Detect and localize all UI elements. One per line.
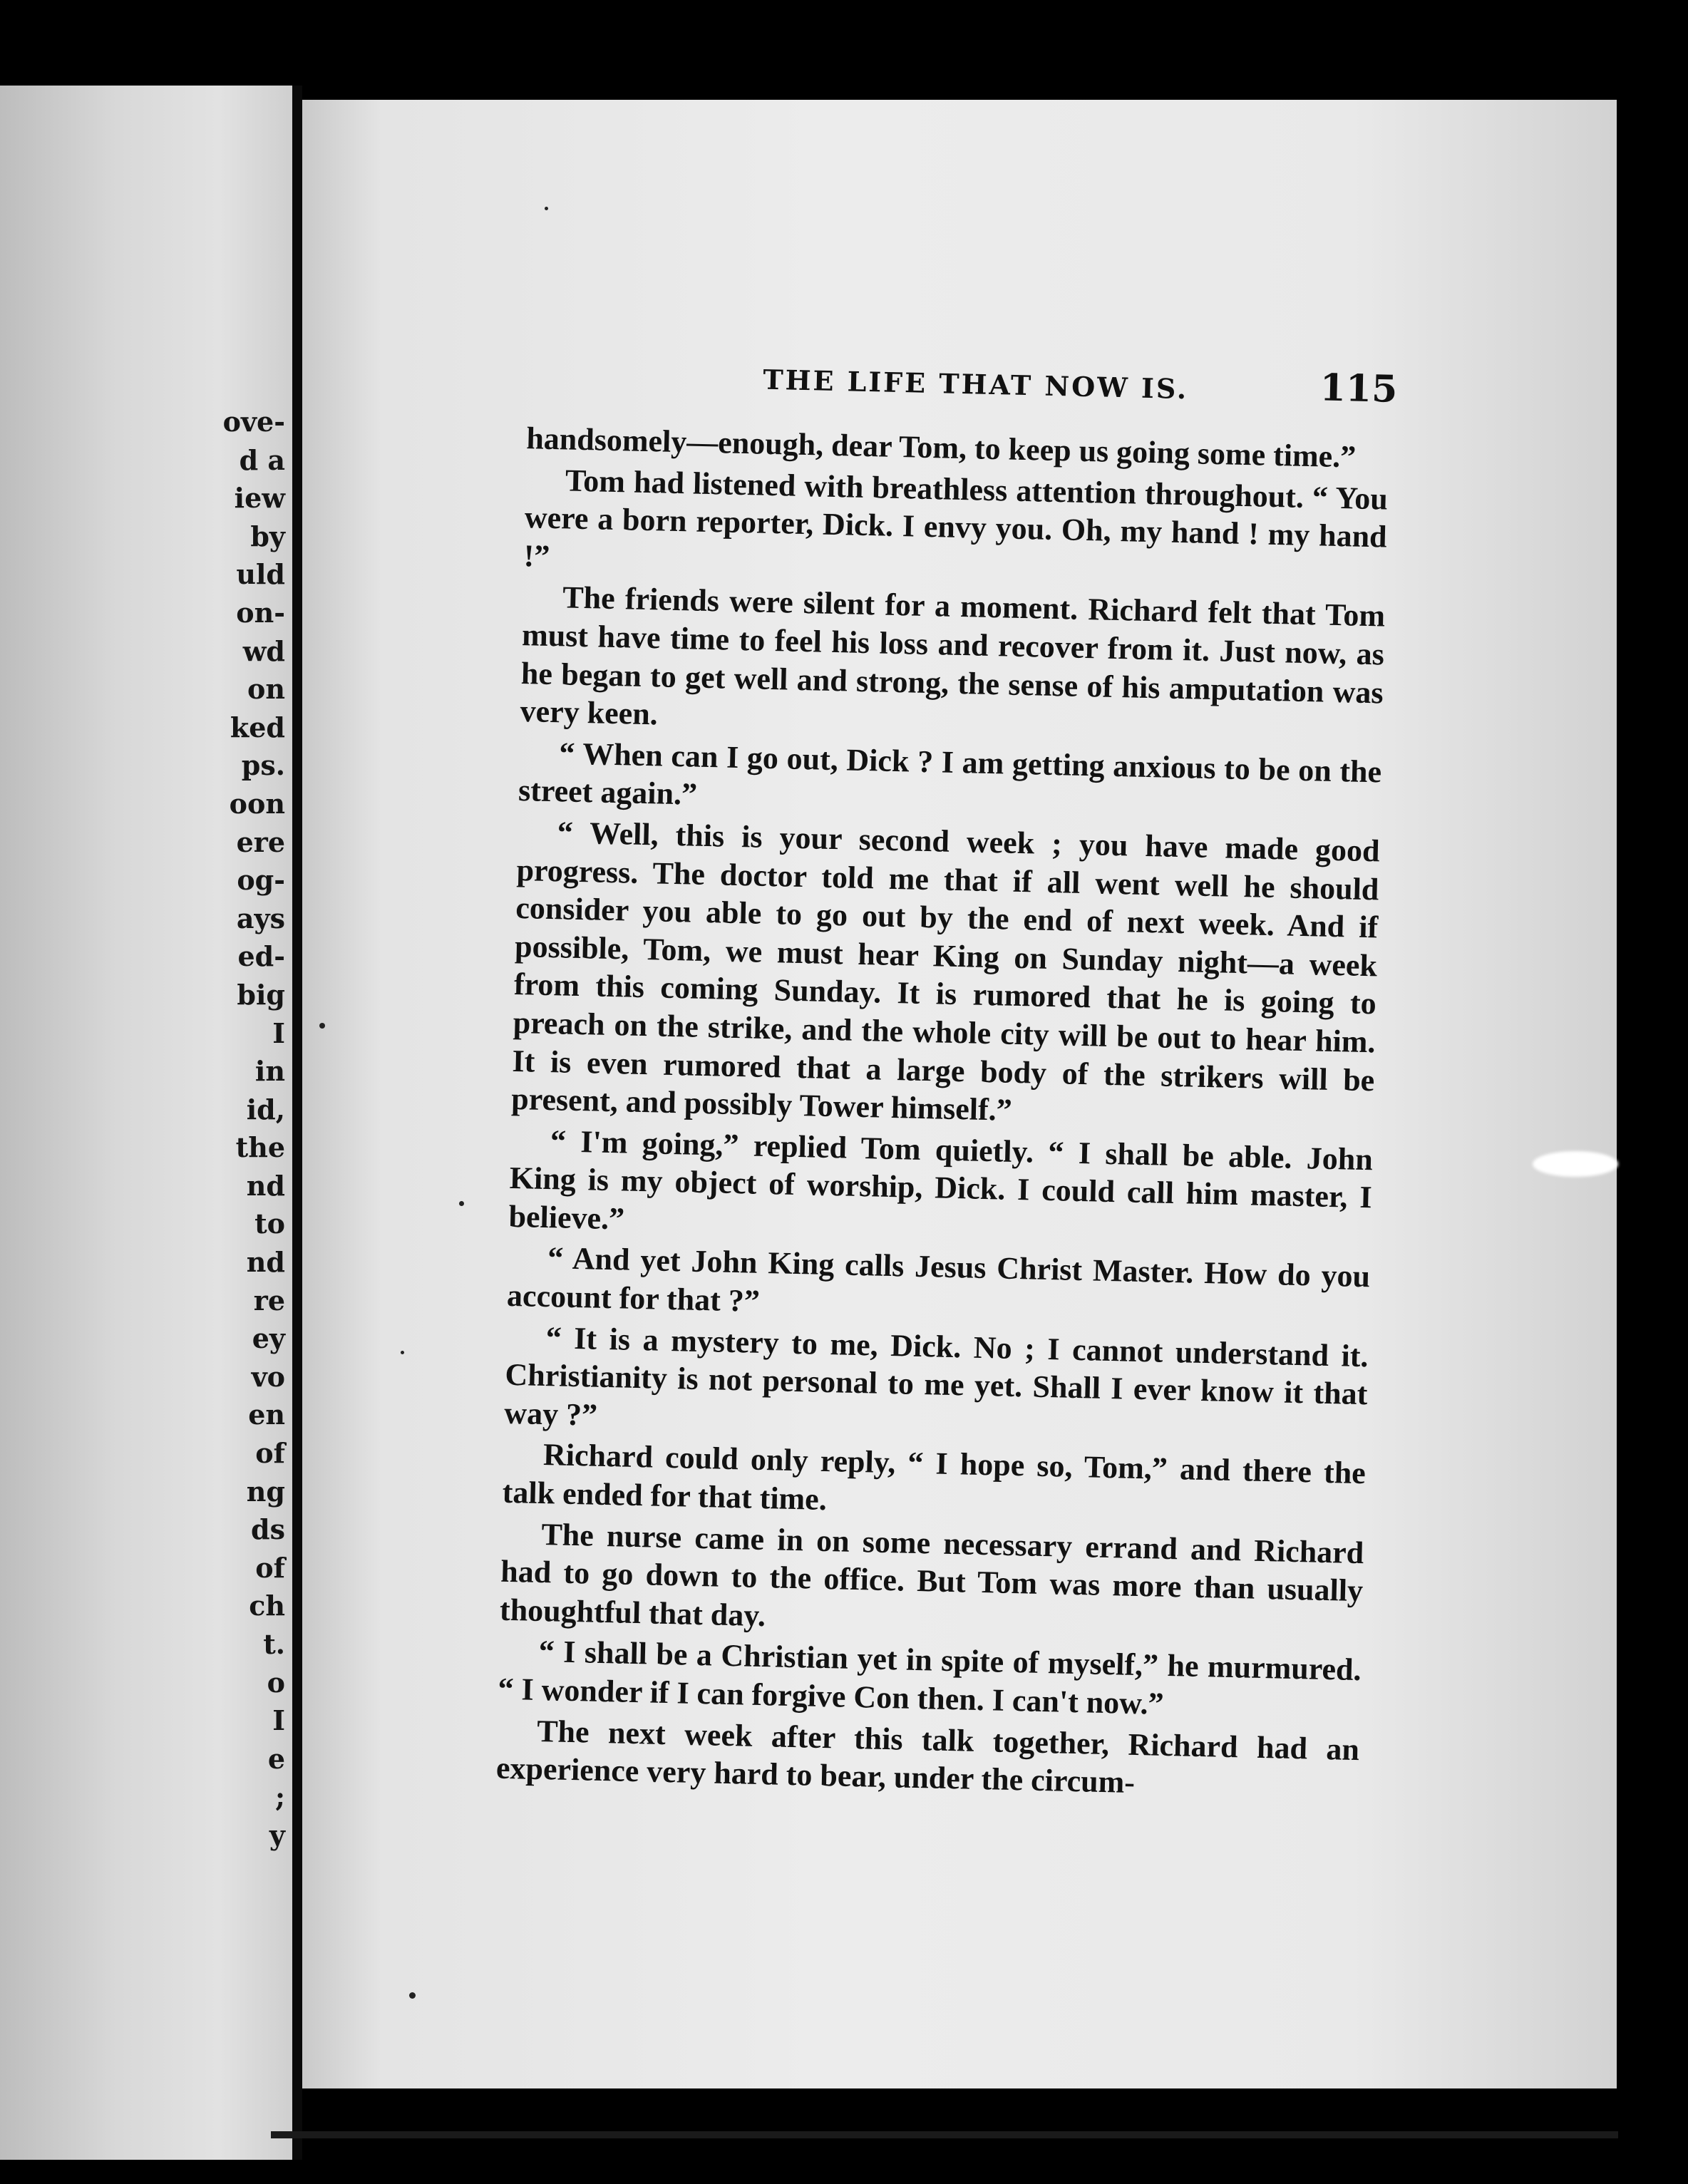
- previous-page-fragment: oon: [229, 787, 285, 820]
- paragraph: “ When can I go out, Dick ? I am getting anxious to be on the street again.”: [518, 736, 1382, 813]
- page-number: 115: [1319, 366, 1398, 411]
- previous-page-fragment: nd: [246, 1169, 285, 1202]
- previous-page-fragment: of: [255, 1551, 285, 1584]
- previous-page-fragment: ng: [246, 1475, 285, 1508]
- previous-page-fragment: to: [254, 1207, 285, 1240]
- page-content: [302, 100, 1617, 2088]
- previous-page-fragment: by: [250, 520, 285, 552]
- previous-page-fragment: ds: [251, 1513, 285, 1546]
- previous-page-fragment: d a: [239, 443, 285, 476]
- previous-page-fragment: ed-: [237, 940, 285, 973]
- previous-page-fragment: nd: [246, 1246, 285, 1279]
- previous-page-fragment: e: [267, 1742, 285, 1775]
- paragraph: The nurse came in on some necessary errand and Richard had to go down to the office. But Tom was more than usually thoughtful that day.: [499, 1516, 1364, 1633]
- previous-page-fragment: og-: [237, 864, 285, 897]
- scan-speck: [409, 1992, 416, 1999]
- running-head: [527, 348, 1398, 425]
- previous-page-fragment: the: [235, 1131, 285, 1164]
- previous-page-fragment: I: [272, 1704, 285, 1737]
- paragraph: “ Well, this is your second week ; you have made good progress. The doctor told me that if all went well he should consider you able to go out by the end of next week. And if possible, Tom, we must hear King on Sunday night—a week from this coming Sunday. It is rumored that he is going to preach on the strike, and the whole city will be out to hear him. It is even rumored that a large body of the strikers will be present, and possibly Tower himself.”: [510, 815, 1381, 1128]
- previous-page-fragment: ps.: [241, 749, 285, 782]
- previous-page-text-fragments: [200, 403, 285, 1855]
- previous-page-fragment: t.: [263, 1628, 285, 1660]
- previous-page-fragment: wd: [242, 634, 285, 667]
- paragraph: “ It is a mystery to me, Dick. No ; I cannot understand it. Christianity is not personal to me yet. Shall I ever know it that way ?”: [503, 1319, 1369, 1433]
- previous-page-fragment: of: [255, 1437, 285, 1470]
- scan-light-flare: [1533, 1151, 1618, 1177]
- body-text: [495, 419, 1389, 1807]
- previous-page-fragment: in: [254, 1055, 285, 1088]
- paragraph: “ And yet John King calls Jesus Christ Master. How do you account for that ?”: [506, 1240, 1371, 1319]
- previous-page-fragment: y: [269, 1818, 285, 1851]
- previous-page-fragment: on-: [236, 596, 285, 629]
- running-head-title: THE LIFE THAT NOW IS.: [762, 363, 1189, 406]
- scan-speck: [545, 207, 548, 210]
- previous-page-fragment: big: [237, 978, 285, 1011]
- previous-page-fragment: o: [267, 1666, 285, 1699]
- paragraph: The next week after this talk together, Richard had an experience very hard to bear, under the circum-: [495, 1713, 1360, 1801]
- paragraph: handsomely—enough, dear Tom, to keep us going some time.”: [525, 421, 1357, 475]
- previous-page-fragment: on: [247, 673, 285, 706]
- previous-page-fragment: ere: [236, 825, 285, 858]
- previous-page-fragment: uld: [236, 558, 285, 591]
- previous-page-fragment: ;: [274, 1781, 285, 1813]
- paragraph: The friends were silent for a moment. Richard felt that Tom must have time to feel his loss and recover from it. Just now, as he began to get well and strong, the sense of his amputation was very keen.: [520, 580, 1386, 732]
- previous-page-fragment: ch: [249, 1590, 285, 1622]
- previous-page-edge: [0, 86, 292, 2160]
- paragraph: “ I shall be a Christian yet in spite of myself,” he murmured. “ I wonder if I can forgive Con then. I can't now.”: [498, 1634, 1362, 1721]
- previous-page-fragment: iew: [234, 482, 285, 515]
- previous-page-fragment: I: [272, 1016, 285, 1049]
- previous-page-fragment: re: [253, 1284, 285, 1317]
- previous-page-fragment: ey: [252, 1322, 285, 1355]
- scan-speck: [459, 1201, 464, 1206]
- previous-page-fragment: vo: [251, 1360, 285, 1393]
- scan-speck: [319, 1023, 325, 1029]
- previous-page-fragment: ove-: [222, 406, 285, 438]
- previous-page-fragment: ays: [236, 902, 285, 934]
- page-bottom-edge: [271, 2131, 1618, 2138]
- paragraph: “ I'm going,” replied Tom quietly. “ I shall be able. John King is my object of worship, Dick. I could call him master, I believe.”: [508, 1123, 1374, 1237]
- scan-speck: [401, 1351, 404, 1354]
- previous-page-fragment: ked: [230, 711, 285, 743]
- previous-page-fragment: id,: [246, 1093, 285, 1126]
- previous-page-fragment: en: [248, 1399, 285, 1431]
- book-page: [302, 100, 1617, 2088]
- book-gutter: [292, 86, 302, 2160]
- paragraph: Tom had listened with breathless attention throughout. “ You were a born reporter, Dick. I envy you. Oh, my hand ! my hand !”: [523, 462, 1389, 574]
- paragraph: Richard could only reply, “ I hope so, Tom,” and there the talk ended for that time.: [502, 1437, 1367, 1518]
